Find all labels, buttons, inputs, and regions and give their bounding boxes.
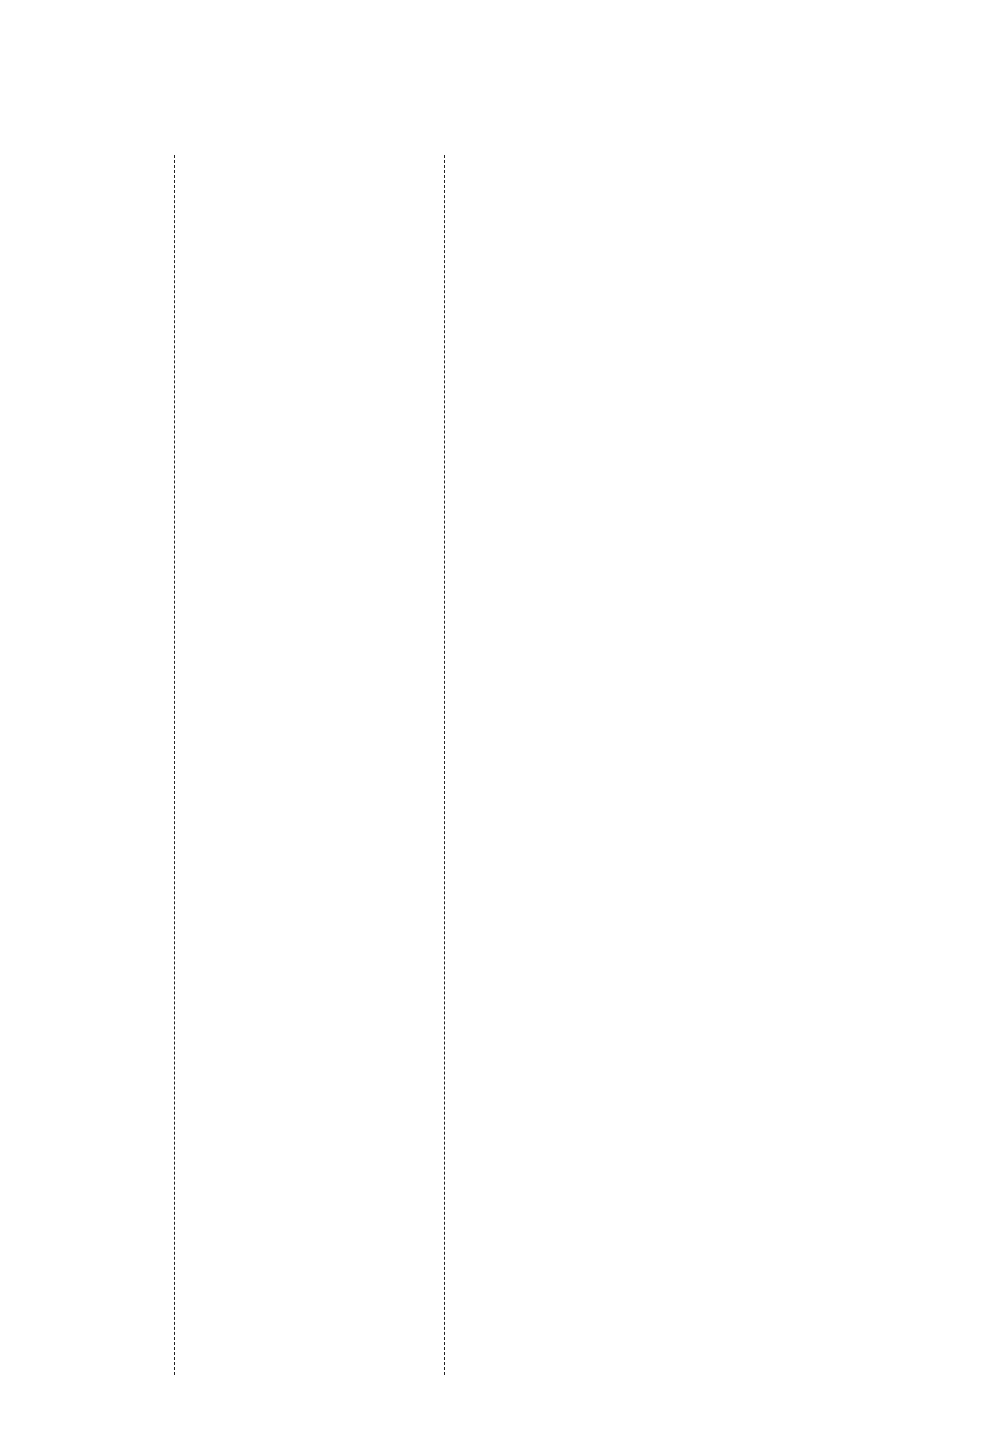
table-sheet xyxy=(92,155,907,1375)
rotated-table xyxy=(92,155,907,1375)
header-rule xyxy=(444,155,445,1375)
top-rule xyxy=(174,155,175,1375)
title-thai xyxy=(125,1330,140,1375)
table-note xyxy=(218,1330,233,1375)
table-title xyxy=(94,1330,264,1375)
